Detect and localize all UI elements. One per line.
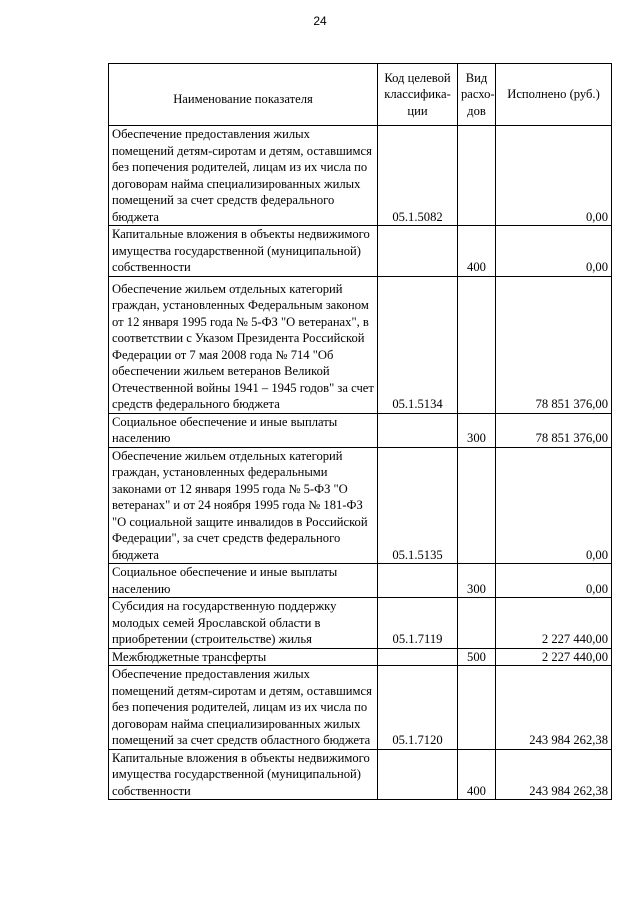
row-name: Капитальные вложения в объекты недвижимого имущества государственной (муниципальной) собственности [109,226,378,277]
table-row [109,564,612,598]
row-code: 05.1.5082 [378,126,458,226]
table-row [109,447,612,564]
row-code: 05.1.7119 [378,598,458,649]
table-row [109,749,612,800]
row-code [378,413,458,447]
table-row [109,413,612,447]
row-vid: 500 [458,648,496,666]
row-amount: 78 851 376,00 [496,276,612,413]
row-code: 05.1.5134 [378,276,458,413]
row-vid: 400 [458,226,496,277]
row-amount: 243 984 262,38 [496,666,612,750]
header-amount: Исполнено (руб.) [496,64,612,126]
row-name: Обеспечение жильем отдельных категорий граждан, установленных федеральными законами от 12 января 1995 года № 5-ФЗ "О ветеранах" и от 24 ноября 1995 года № 181-ФЗ "О социальной защите инвалидов в Российской Федерации", за счет средств федерального бюджета [109,447,378,564]
header-name: Наименование показателя [109,64,378,126]
row-vid: 400 [458,749,496,800]
row-code: 05.1.7120 [378,666,458,750]
row-name: Субсидия на государственную поддержку молодых семей Ярославской области в приобретении (строительстве) жилья [109,598,378,649]
row-code [378,226,458,277]
row-name: Социальное обеспечение и иные выплаты населению [109,413,378,447]
row-amount: 0,00 [496,447,612,564]
row-amount: 78 851 376,00 [496,413,612,447]
expenditure-table [108,63,612,800]
page-number: 24 [313,14,327,28]
row-code [378,648,458,666]
table-row [109,226,612,277]
row-vid [458,666,496,750]
table-row [109,126,612,226]
row-vid [458,598,496,649]
row-amount: 0,00 [496,126,612,226]
row-code: 05.1.5135 [378,447,458,564]
header-code: Код целевой классифика-ции [378,64,458,126]
row-vid [458,447,496,564]
table-header-row [109,64,612,126]
row-name: Обеспечение предоставления жилых помещений детям-сиротам и детям, оставшимся без попечения родителей, лицам из их числа по договорам найма специализированных жилых помещений за счет средств областного бюджета [109,666,378,750]
row-code [378,564,458,598]
row-amount: 2 227 440,00 [496,598,612,649]
row-vid: 300 [458,413,496,447]
header-vid: Вид расхо-дов [458,64,496,126]
table-row [109,276,612,413]
table-row [109,648,612,666]
row-name: Социальное обеспечение и иные выплаты населению [109,564,378,598]
row-name: Капитальные вложения в объекты недвижимого имущества государственной (муниципальной) собственности [109,749,378,800]
row-vid: 300 [458,564,496,598]
row-amount: 0,00 [496,564,612,598]
row-amount: 2 227 440,00 [496,648,612,666]
row-vid [458,276,496,413]
row-name: Межбюджетные трансферты [109,648,378,666]
table-row [109,598,612,649]
table-row [109,666,612,750]
row-amount: 243 984 262,38 [496,749,612,800]
row-name: Обеспечение жильем отдельных категорий граждан, установленных Федеральным законом от 12 января 1995 года № 5-ФЗ "О ветеранах", в соответствии с Указом Президента Российской Федерации от 7 мая 2008 года № 714 "Об обеспечении жильем ветеранов Великой Отечественной войны 1941 – 1945 годов" за счет средств федерального бюджета [109,276,378,413]
row-amount: 0,00 [496,226,612,277]
row-name: Обеспечение предоставления жилых помещений детям-сиротам и детям, оставшимся без попечения родителей, лицам из их числа по договорам найма специализированных жилых помещений за счет средств федерального бюджета [109,126,378,226]
row-code [378,749,458,800]
row-vid [458,126,496,226]
